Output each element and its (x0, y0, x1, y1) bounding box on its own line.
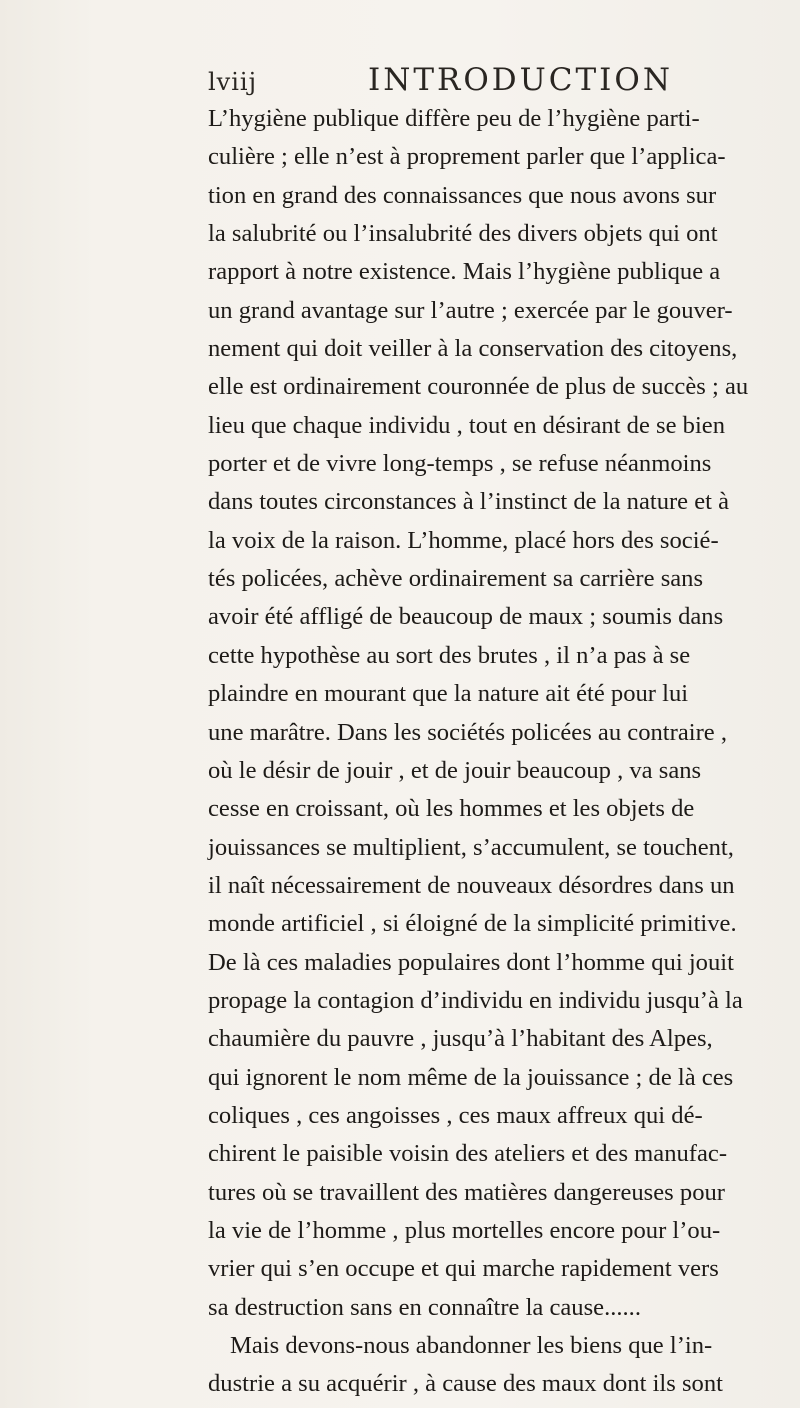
text-line: cette hypothèse au sort des brutes , il n’a pas à se (208, 641, 691, 669)
body-text (208, 100, 749, 1404)
text-line: sa destruction sans en connaître la cause...... (208, 1293, 641, 1321)
text-line: avoir été affligé de beaucoup de maux ; soumis dans (208, 603, 724, 631)
text-line: cesse en croissant, où les hommes et les objets de (208, 795, 695, 823)
text-line: où le désir de jouir , et de jouir beaucoup , va sans (208, 756, 702, 784)
text-line: la vie de l’homme , plus mortelles encore pour l’ou- (208, 1216, 721, 1244)
page-number: lviij (208, 68, 258, 96)
text-line: monde artificiel , si éloigné de la simplicité primitive. (208, 910, 737, 938)
text-line: plaindre en mourant que la nature ait été pour lui (208, 680, 689, 708)
text-line: L’hygiène publique diffère peu de l’hygiène parti- (208, 105, 700, 132)
running-title: INTRODUCTION (368, 62, 673, 98)
text-line: dans toutes circonstances à l’instinct de la nature et à (208, 488, 730, 516)
text-line: porter et de vivre long-temps , se refuse néanmoins (208, 450, 712, 478)
text-line: qui ignorent le nom même de la jouissance ; de là ces (208, 1063, 734, 1091)
text-line: tures où se travaillent des matières dangereuses pour (208, 1178, 725, 1206)
text-line: propage la contagion d’individu en individu jusqu’à la (208, 986, 743, 1014)
text-line: jouissances se multiplient, s’accumulent, se touchent, (208, 833, 734, 861)
text-line: De là ces maladies populaires dont l’homme qui jouit (208, 948, 734, 976)
text-line: dustrie a su acquérir , à cause des maux dont ils sont (208, 1370, 723, 1398)
text-line: il naît nécessairement de nouveaux désordres dans un (208, 871, 735, 899)
text-line: une marâtre. Dans les sociétés policées au contraire , (208, 718, 727, 746)
text-line: la salubrité ou l’insalubrité des divers objets qui ont (208, 220, 718, 248)
text-line: tés policées, achève ordinairement sa carrière sans (208, 565, 704, 593)
text-line: coliques , ces angoisses , ces maux affreux qui dé- (208, 1101, 703, 1129)
text-line: Mais devons-nous abandonner les biens que l’in- (230, 1332, 713, 1359)
text-line: tion en grand des connaissances que nous avons sur (208, 181, 717, 209)
text-line: lieu que chaque individu , tout en désirant de se bien (208, 411, 726, 439)
text-line: rapport à notre existence. Mais l’hygiène publique a (208, 258, 721, 286)
text-line: chaumière du pauvre , jusqu’à l’habitant des Alpes, (208, 1025, 713, 1053)
text-line: nement qui doit veiller à la conservation des citoyens, (208, 335, 738, 363)
text-line: la voix de la raison. L’homme, placé hors des socié- (208, 526, 719, 554)
text-line: culière ; elle n’est à proprement parler que l’applica- (208, 143, 726, 171)
text-line: un grand avantage sur l’autre ; exercée par le gouver- (208, 296, 733, 324)
text-line: chirent le paisible voisin des ateliers et des manufac- (208, 1140, 728, 1168)
text-line: vrier qui s’en occupe et qui marche rapidement vers (208, 1255, 719, 1283)
text-line: elle est ordinairement couronnée de plus de succès ; au (208, 373, 749, 401)
page-header (208, 60, 673, 100)
